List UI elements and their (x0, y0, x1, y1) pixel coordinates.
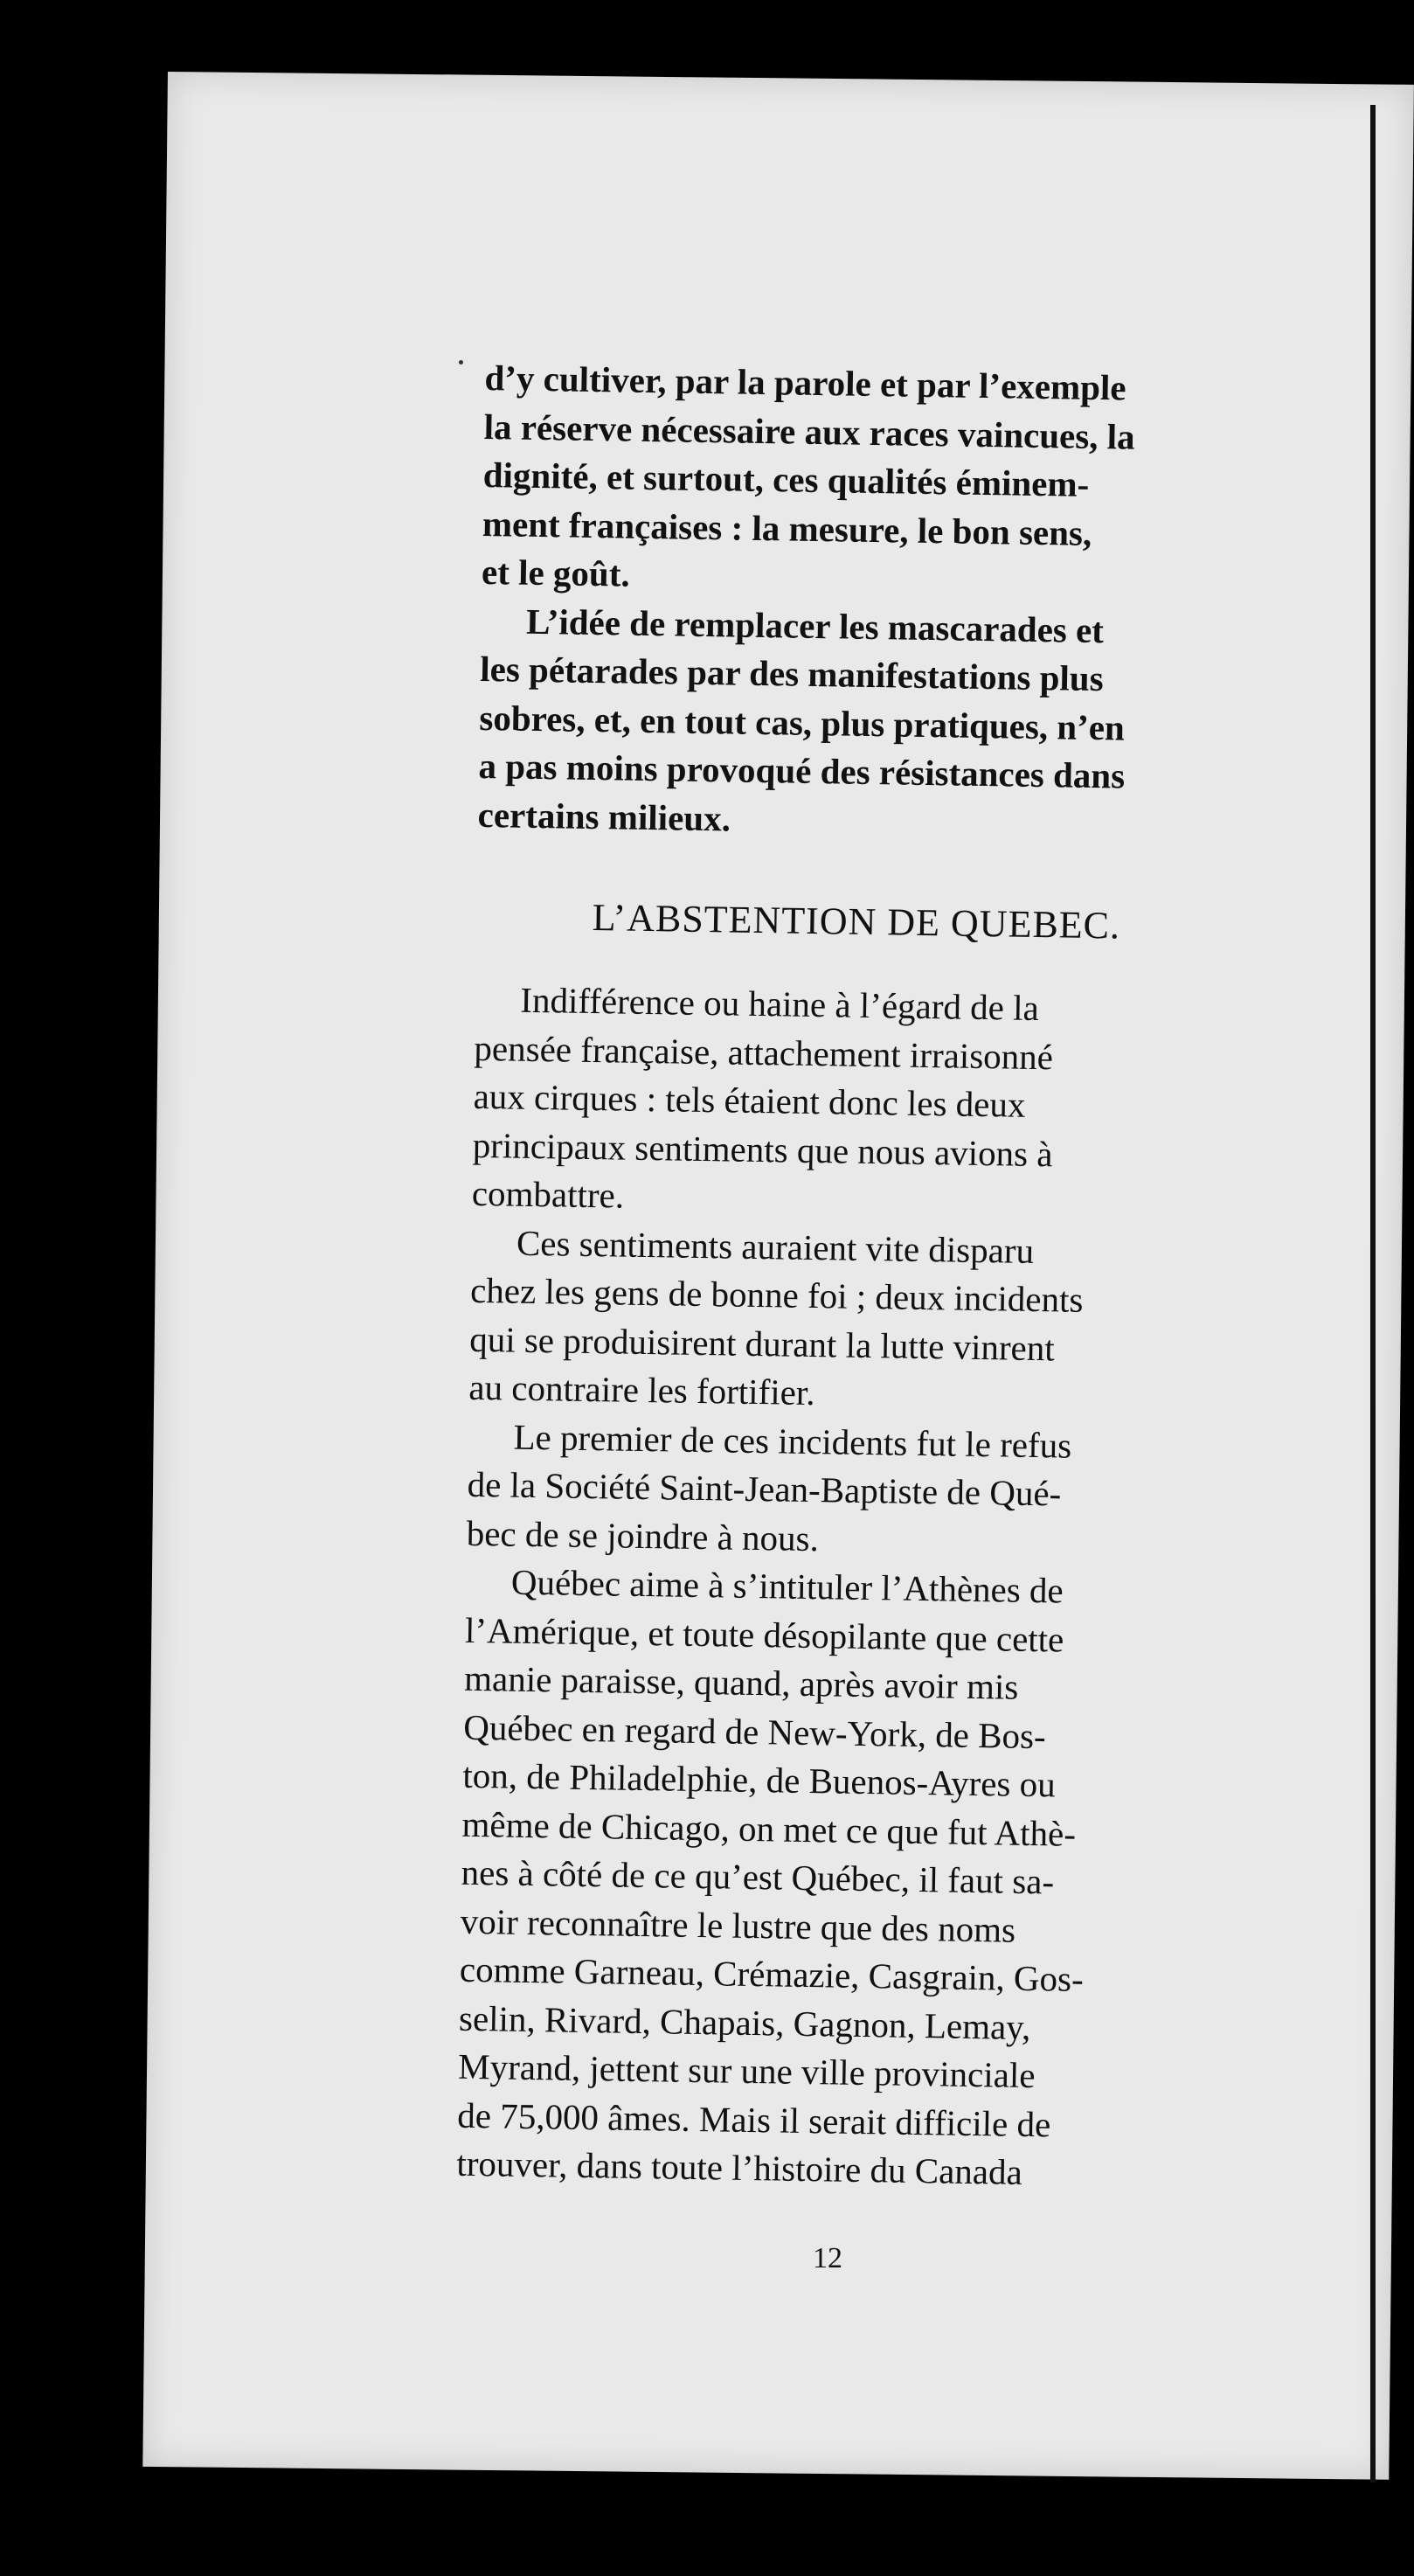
paragraph-quebec-athenes: Québec aime à s’intituler l’Athènes de l’Amérique, et toute désopilante que cette manie paraisse, quand, après avoir mis Québec en regard de New-York, de Bos- ton, de Philadelphie, de Buenos-Ayres ou même de Chicago, on met ce que fut Athè- nes à côté de ce qu’est Québec, il faut sa- voir reconnaître le lustre que des noms comme Garneau, Crémazie, Casgrain, Gos- selin, Rivard, Chapais, Gagnon, Lemay, Myrand, jettent sur une ville provinciale de 75,000 âmes. Mais il serait difficile de trouver, dans toute l’histoire du Canada (456, 1561, 1085, 2192)
page-number: 12 (813, 2242, 842, 2274)
paragraph-sentiments: Ces sentiments auraient vite disparu chez les gens de bonne foi ; deux incidents qui se produisirent durant la lutte vinrent au contraire les fortifier. (468, 1222, 1084, 1413)
page-text-block (456, 354, 1245, 2200)
paragraph-indifference: Indifférence ou haine à l’égard de la pensée française, attachement irraisonné aux cirques : tels étaient donc les deux principaux sentiments que nous avions à combattre. (471, 979, 1054, 1216)
page-edge-shadow (1370, 105, 1376, 2482)
section-heading: L’ABSTENTION DE QUEBEC. (592, 896, 1121, 948)
opening-section (477, 354, 1245, 851)
margin-mark (459, 360, 463, 365)
paragraph-continuation: d’y cultiver, par la parole et par l’exemple la réserve nécessaire aux races vaincues, la dignité, et surtout, ces qualités éminem- ment françaises : la mesure, le bon sens, et le goût. (481, 357, 1136, 594)
abstention-section (456, 976, 1236, 2200)
paragraph-premier-incident: Le premier de ces incidents fut le refus de la Société Saint-Jean-Baptiste de Qué- bec de se joindre à nous. (466, 1416, 1072, 1559)
paragraph-mascarades: L’idée de remplacer les mascarades et les pétarades par des manifestations plus sobres, et, en tout cas, plus pratiques, n’en a pas moins provoqué des résistances dans certains milieux. (477, 601, 1126, 838)
